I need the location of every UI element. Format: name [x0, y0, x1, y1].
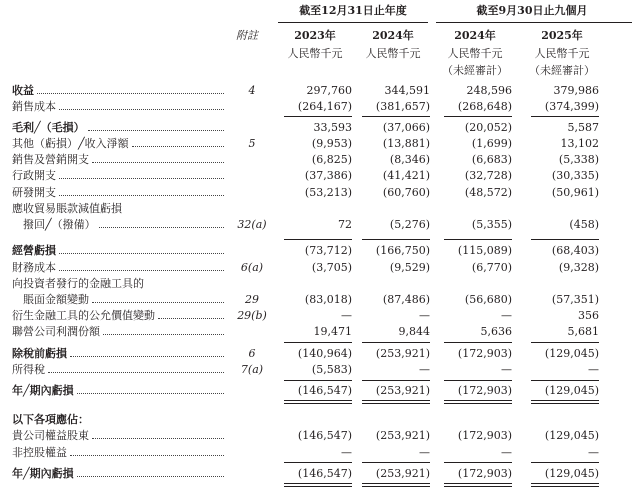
total-rule [362, 239, 430, 240]
row-note: 6 [248, 347, 256, 360]
row-value: (30,335) [551, 169, 599, 182]
row-value: 33,593 [313, 121, 352, 134]
row-value: — [588, 363, 599, 376]
row-value: (129,045) [544, 429, 599, 442]
row-label: 行政開支 [12, 169, 56, 182]
total-rule [531, 400, 599, 401]
group-underline-fy [278, 22, 428, 23]
total-rule [284, 380, 352, 381]
column-unaudited: （未經審計） [442, 64, 508, 77]
row-value: (3,705) [311, 261, 352, 274]
row-value: (8,346) [389, 153, 430, 166]
total-rule [444, 483, 512, 484]
row-value: 297,760 [306, 84, 352, 97]
column-currency: 人民幣千元 [534, 47, 590, 60]
note-col-header: 附註 [236, 29, 258, 42]
row-value: (87,486) [382, 293, 430, 306]
dot-leader [37, 93, 224, 94]
group-header-fy: 截至12月31日止年度 [299, 4, 407, 17]
row-value: 379,986 [553, 84, 599, 97]
dot-leader [59, 178, 224, 179]
total-rule [284, 486, 352, 487]
row-value: (53,213) [304, 186, 352, 199]
total-rule [531, 380, 599, 381]
dot-leader [70, 455, 224, 456]
row-value: 5,587 [567, 121, 599, 134]
row-label: 收益 [12, 84, 34, 97]
total-rule [531, 483, 599, 484]
total-rule [362, 400, 430, 401]
row-value: (6,825) [311, 153, 352, 166]
total-rule [362, 462, 430, 463]
row-value: — [419, 446, 430, 459]
row-value: (458) [569, 218, 599, 231]
row-value: (253,921) [375, 347, 430, 360]
row-value: (129,045) [544, 384, 599, 397]
total-rule [362, 342, 430, 343]
dot-leader [132, 146, 224, 147]
column-unaudited: （未經審計） [529, 64, 595, 77]
row-value: (172,903) [457, 429, 512, 442]
row-value: (5,583) [311, 363, 352, 376]
row-value: (57,351) [551, 293, 599, 306]
group-header-9m: 截至9月30日止九個月 [476, 4, 588, 17]
total-rule [531, 342, 599, 343]
row-value: — [419, 309, 430, 322]
row-note: 5 [248, 137, 256, 150]
row-value: (9,953) [311, 137, 352, 150]
row-note: 4 [248, 84, 256, 97]
row-value: (9,328) [558, 261, 599, 274]
total-rule [284, 483, 352, 484]
total-rule [444, 403, 512, 404]
row-label: 銷售及營銷開支 [12, 153, 89, 166]
total-rule [362, 403, 430, 404]
row-value: 9,844 [398, 325, 430, 338]
total-rule [444, 116, 512, 117]
total-rule [362, 483, 430, 484]
row-value: (20,052) [464, 121, 512, 134]
row-value: — [588, 446, 599, 459]
row-label: 向投資者發行的金融工具的 [12, 277, 144, 290]
dot-leader [59, 270, 224, 271]
total-rule [531, 403, 599, 404]
dot-leader [92, 302, 224, 303]
row-value: (6,683) [471, 153, 512, 166]
column-year: 2024年 [454, 29, 496, 42]
total-rule [444, 400, 512, 401]
dot-leader [70, 356, 224, 357]
total-rule [284, 116, 352, 117]
row-label: 所得稅 [12, 363, 45, 376]
total-rule [284, 239, 352, 240]
row-value: 13,102 [560, 137, 599, 150]
column-year: 2024年 [372, 29, 414, 42]
total-rule [531, 116, 599, 117]
row-value: (32,728) [464, 169, 512, 182]
row-value: (60,760) [382, 186, 430, 199]
row-value: (129,045) [544, 347, 599, 360]
row-value: (374,399) [544, 100, 599, 113]
row-value: (68,403) [551, 244, 599, 257]
total-rule [284, 342, 352, 343]
total-rule [531, 462, 599, 463]
column-year: 2023年 [294, 29, 336, 42]
total-rule [284, 400, 352, 401]
total-rule [444, 380, 512, 381]
row-value: — [501, 446, 512, 459]
row-value: (129,045) [544, 467, 599, 480]
row-value: (172,903) [457, 347, 512, 360]
row-label: 應收貿易賬款減值虧損 [12, 202, 122, 215]
row-value: (13,881) [382, 137, 430, 150]
row-value: (253,921) [375, 467, 430, 480]
row-value: (5,276) [389, 218, 430, 231]
row-value: (83,018) [304, 293, 352, 306]
row-value: (6,770) [471, 261, 512, 274]
row-note: 29 [245, 293, 259, 306]
row-value: (37,386) [304, 169, 352, 182]
column-currency: 人民幣千元 [365, 47, 421, 60]
total-rule [284, 462, 352, 463]
dot-leader [59, 109, 224, 110]
row-value: (41,421) [382, 169, 430, 182]
dot-leader [92, 438, 224, 439]
total-rule [444, 462, 512, 463]
row-label: 以下各項應佔： [12, 413, 89, 426]
row-label: 撥回╱（撥備） [23, 218, 96, 231]
row-note: 29(b) [237, 309, 267, 322]
dot-leader [103, 334, 224, 335]
row-value: (146,547) [297, 429, 352, 442]
row-label: 其他（虧損）╱收入淨額 [12, 137, 129, 150]
row-value: (48,572) [464, 186, 512, 199]
row-note: 32(a) [237, 218, 267, 231]
row-value: 19,471 [313, 325, 352, 338]
dot-leader [99, 227, 224, 228]
row-value: (9,529) [389, 261, 430, 274]
row-value: (56,680) [464, 293, 512, 306]
row-label: 聯營公司利潤份額 [12, 325, 100, 338]
row-value: (37,066) [382, 121, 430, 134]
row-label: 財務成本 [12, 261, 56, 274]
dot-leader [77, 393, 224, 394]
row-value: 5,681 [567, 325, 599, 338]
total-rule [362, 486, 430, 487]
total-rule [362, 380, 430, 381]
row-value: (253,921) [375, 384, 430, 397]
row-note: 6(a) [240, 261, 264, 274]
row-label: 經營虧損 [12, 244, 56, 257]
column-currency: 人民幣千元 [447, 47, 503, 60]
row-value: (5,338) [558, 153, 599, 166]
dot-leader [59, 253, 224, 254]
dot-leader [48, 372, 224, 373]
row-value: (146,547) [297, 467, 352, 480]
row-label: 非控股權益 [12, 446, 67, 459]
row-value: (166,750) [375, 244, 430, 257]
row-value: (115,089) [457, 244, 512, 257]
row-value: (1,699) [471, 137, 512, 150]
row-value: (50,961) [551, 186, 599, 199]
row-label: 除稅前虧損 [12, 347, 67, 360]
row-label: 衍生金融工具的公允價值變動 [12, 309, 155, 322]
total-rule [444, 486, 512, 487]
group-underline-9m [436, 22, 632, 23]
row-value: (140,964) [297, 347, 352, 360]
row-value: (73,712) [304, 244, 352, 257]
row-value: (264,167) [297, 100, 352, 113]
total-rule [531, 486, 599, 487]
row-label: 銷售成本 [12, 100, 56, 113]
row-label: 研發開支 [12, 186, 56, 199]
row-value: — [341, 309, 352, 322]
row-label: 毛利╱（毛損） [12, 121, 85, 134]
dot-leader [88, 130, 224, 131]
total-rule [362, 116, 430, 117]
row-value: — [501, 309, 512, 322]
row-value: — [501, 363, 512, 376]
dot-leader [92, 162, 224, 163]
total-rule [284, 403, 352, 404]
row-label: 賬面金額變動 [23, 293, 89, 306]
row-value: (268,648) [457, 100, 512, 113]
total-rule [444, 239, 512, 240]
row-value: — [341, 446, 352, 459]
row-label: 年╱期內虧損 [12, 467, 74, 480]
row-value: (253,921) [375, 429, 430, 442]
row-value: (146,547) [297, 384, 352, 397]
row-value: 5,636 [480, 325, 512, 338]
row-note: 7(a) [240, 363, 264, 376]
column-currency: 人民幣千元 [287, 47, 343, 60]
row-value: (172,903) [457, 384, 512, 397]
row-value: 72 [338, 218, 352, 231]
row-value: 248,596 [466, 84, 512, 97]
column-year: 2025年 [541, 29, 583, 42]
dot-leader [77, 476, 224, 477]
row-value: — [419, 363, 430, 376]
row-value: (381,657) [375, 100, 430, 113]
total-rule [444, 342, 512, 343]
dot-leader [59, 195, 224, 196]
row-value: (5,355) [471, 218, 512, 231]
row-value: (172,903) [457, 467, 512, 480]
row-label: 貴公司權益股東 [12, 429, 89, 442]
total-rule [531, 239, 599, 240]
row-label: 年╱期內虧損 [12, 384, 74, 397]
row-value: 356 [578, 309, 599, 322]
dot-leader [158, 318, 224, 319]
row-value: 344,591 [384, 84, 430, 97]
